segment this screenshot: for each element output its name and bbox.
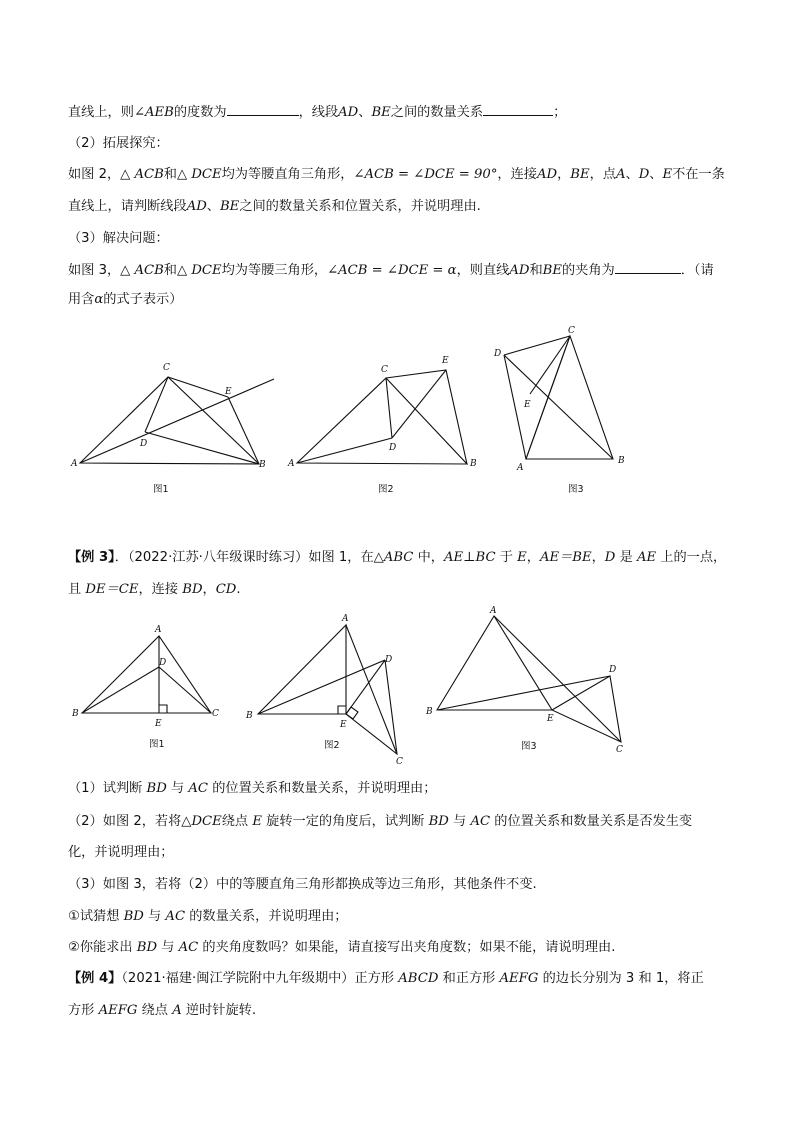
text: 和 xyxy=(163,263,177,278)
segment-ce xyxy=(530,336,570,394)
math: BE xyxy=(219,199,240,214)
text: 和 xyxy=(529,263,543,278)
math: AEFG xyxy=(98,1003,138,1018)
text: ， xyxy=(526,550,540,565)
triangle-dec xyxy=(346,660,397,754)
figure-caption: 图2 xyxy=(378,484,394,495)
figure-top-3 xyxy=(490,322,635,500)
text-line-17 xyxy=(68,1002,748,1020)
math: BE xyxy=(371,105,391,120)
text-line-6 xyxy=(68,261,748,280)
math: AC xyxy=(165,909,186,924)
text: ， xyxy=(591,550,605,565)
math: △ DCE xyxy=(176,263,222,278)
point-label-d: D xyxy=(159,658,167,668)
answer-blank[interactable] xyxy=(615,261,681,274)
text: 、 xyxy=(649,167,663,182)
text: 如图 2， xyxy=(68,167,121,182)
text: 的夹角度数吗？如果能，请直接写出夹角度数；如果不能，请说明理由. xyxy=(198,940,616,955)
point-label-b: B xyxy=(618,456,625,466)
figure-caption: 图3 xyxy=(568,484,584,495)
text: 的边长分别为 3 和 1，将正 xyxy=(538,971,704,986)
math: △ABC xyxy=(373,550,414,565)
text: ； xyxy=(553,105,567,120)
math: CD xyxy=(215,582,237,597)
text: 和 xyxy=(163,167,177,182)
math: ABCD xyxy=(398,971,439,986)
text-line-15 xyxy=(68,939,748,957)
triangle-acb xyxy=(297,378,467,464)
text: ， xyxy=(557,167,571,182)
point-label-b: B xyxy=(72,709,79,719)
text-line-16 xyxy=(68,970,748,988)
point-label-d: D xyxy=(494,349,502,359)
math: A xyxy=(172,1003,182,1018)
text: 且 xyxy=(68,582,86,597)
math: AE＝BE xyxy=(539,550,592,565)
text: ， xyxy=(202,582,216,597)
point-label-c: C xyxy=(616,745,623,755)
point-label-a: A xyxy=(155,625,162,635)
segment-ac xyxy=(494,616,621,742)
text-line-10 xyxy=(68,780,748,798)
text-line-7 xyxy=(68,291,748,309)
point-label-d: D xyxy=(140,439,148,449)
text-line-1 xyxy=(68,103,748,122)
text-line-9 xyxy=(68,581,748,599)
point-label-c: C xyxy=(163,363,170,373)
text: 绕点 xyxy=(221,814,253,829)
text: ．（请 xyxy=(680,263,714,278)
text: 方形 xyxy=(68,1003,99,1018)
text: 直线上，请判断线段 xyxy=(68,199,187,214)
math: AD xyxy=(536,167,558,182)
point-label-e: E xyxy=(225,387,232,397)
text: 之间的数量关系 xyxy=(390,105,484,120)
point-label-c: C xyxy=(568,326,575,336)
figure-top-1 xyxy=(66,350,281,500)
text: （1）试判断 xyxy=(68,781,147,796)
text: 与 xyxy=(157,940,179,955)
point-label-e: E xyxy=(340,720,347,730)
point-label-a: A xyxy=(517,463,524,473)
text: ①试猜想 xyxy=(68,909,124,924)
figure-caption: 图1 xyxy=(153,484,169,495)
point-label-e: E xyxy=(442,356,449,366)
text: 的度数为 xyxy=(173,105,227,120)
text: ．（2022·江苏·八年级课时练习）如图 1，在 xyxy=(114,550,374,565)
text: 之间的数量关系和位置关系，并说明理由. xyxy=(239,199,481,214)
figure-top-2 xyxy=(284,350,484,500)
math: E xyxy=(662,167,673,182)
math: △DCE xyxy=(181,814,222,829)
math: BD xyxy=(182,582,203,597)
point-label-b: B xyxy=(259,460,266,470)
segment-cd xyxy=(145,377,168,432)
math: BE xyxy=(542,263,562,278)
text: 于 xyxy=(495,550,518,565)
text: 不在一条 xyxy=(672,167,725,182)
segment-ad xyxy=(297,438,392,463)
math: △ DCE xyxy=(176,167,222,182)
right-angle-mark-rotated xyxy=(346,707,358,719)
text: 中， xyxy=(413,550,444,565)
text: 逆时针旋转. xyxy=(181,1003,257,1018)
text: 均为等腰三角形， xyxy=(221,263,328,278)
text: 的夹角为 xyxy=(561,263,615,278)
math: E xyxy=(252,814,262,829)
text-line-14 xyxy=(68,908,748,926)
math: AEFG xyxy=(499,971,539,986)
text: （2021·福建·闽江学院附中九年级期中）正方形 xyxy=(121,971,399,986)
text-line-2: （2）拓展探究： xyxy=(68,136,169,151)
text: 、 xyxy=(358,105,372,120)
text-line-13: （3）如图 3，若将（2）中的等腰直角三角形都换成等边三角形，其他条件不变. xyxy=(68,877,537,892)
point-label-d: D xyxy=(389,443,397,453)
point-label-c: C xyxy=(381,365,388,375)
segment-de xyxy=(392,370,446,438)
segment-da xyxy=(504,355,526,459)
math: AC xyxy=(178,940,199,955)
text: ，点 xyxy=(589,167,616,182)
text: ，连接 xyxy=(497,167,537,182)
math: BD xyxy=(146,781,167,796)
math: AC xyxy=(470,814,491,829)
text: 旋转一定的角度后，试判断 xyxy=(261,814,429,829)
example-tag: 【例 4】 xyxy=(68,971,122,986)
math: AE xyxy=(636,550,657,565)
math: AE⊥BC xyxy=(443,550,496,565)
figure-bottom-1 xyxy=(66,616,231,756)
text-line-11 xyxy=(68,813,748,831)
text: 是 xyxy=(615,550,637,565)
segment-db xyxy=(504,355,613,459)
text-line-5: （3）解决问题： xyxy=(68,231,169,246)
text: （2）如图 2，若将 xyxy=(68,814,182,829)
point-label-b: B xyxy=(246,711,253,721)
point-label-a: A xyxy=(490,606,497,616)
math: △ ACB xyxy=(120,167,164,182)
text: 与 xyxy=(448,814,471,829)
point-label-d: D xyxy=(609,665,617,675)
math: AD xyxy=(186,199,207,214)
triangle-abe xyxy=(258,625,346,714)
math: AD xyxy=(509,263,530,278)
text-line-12: 化，并说明理由； xyxy=(68,845,174,860)
math: ∠ACB = ∠DCE = α xyxy=(327,263,457,278)
text-line-4 xyxy=(68,198,748,216)
math: ∠ACB = ∠DCE = 90° xyxy=(353,167,498,182)
segment-ac xyxy=(526,336,570,459)
segment-ce xyxy=(168,377,228,397)
triangle-abe xyxy=(437,616,552,710)
text: 用含 xyxy=(68,292,95,307)
point-label-d: D xyxy=(385,655,393,665)
text: 的式子表示） xyxy=(103,292,183,307)
right-angle-mark xyxy=(159,705,167,713)
text: 上的一点， xyxy=(656,550,727,565)
figure-caption: 图1 xyxy=(149,739,165,750)
point-label-b: B xyxy=(470,459,477,469)
text-line-3 xyxy=(68,166,748,184)
math: α xyxy=(94,292,104,307)
figure-caption: 图2 xyxy=(324,740,340,751)
math: BD xyxy=(136,940,158,955)
text: 绕点 xyxy=(137,1003,173,1018)
answer-blank[interactable] xyxy=(483,103,553,116)
text: ，连接 xyxy=(138,582,183,597)
text: 、 xyxy=(625,167,639,182)
right-angle-mark xyxy=(338,706,346,714)
text: 和正方形 xyxy=(438,971,500,986)
text: 的位置关系和数量关系是否发生变 xyxy=(490,814,693,829)
figure-bottom-2 xyxy=(238,604,418,769)
point-label-c: C xyxy=(212,709,219,719)
math: E xyxy=(517,550,527,565)
math: D xyxy=(604,550,616,565)
text-line-8 xyxy=(68,549,748,567)
math: AC xyxy=(188,781,208,796)
text: 与 xyxy=(166,781,189,796)
text: ②你能求出 xyxy=(68,940,137,955)
math: BD xyxy=(428,814,449,829)
point-label-a: A xyxy=(342,614,349,624)
math: △ ACB xyxy=(120,263,164,278)
math: D xyxy=(638,167,650,182)
text: ，线段 xyxy=(298,105,339,120)
text: 的位置关系和数量关系，并说明理由； xyxy=(208,781,437,796)
point-label-b: B xyxy=(426,707,433,717)
text: 直线上，则 xyxy=(68,105,134,120)
math: BD xyxy=(123,909,144,924)
figure-bottom-3 xyxy=(420,600,640,770)
text: 的数量关系，并说明理由； xyxy=(185,909,348,924)
point-label-a: A xyxy=(288,459,295,469)
segment-cd xyxy=(386,378,392,438)
math: BE xyxy=(570,167,590,182)
segment-dc xyxy=(504,336,570,355)
math: AD xyxy=(338,105,359,120)
text: . xyxy=(236,582,241,597)
figure-caption: 图3 xyxy=(521,741,537,752)
answer-blank[interactable] xyxy=(227,103,299,116)
triangle-acb xyxy=(526,336,613,459)
point-label-e: E xyxy=(547,714,554,724)
point-label-e: E xyxy=(155,719,162,729)
text: ，则直线 xyxy=(456,263,510,278)
point-label-a: A xyxy=(71,459,78,469)
text: 如图 3， xyxy=(68,263,121,278)
math: A xyxy=(615,167,626,182)
text: 与 xyxy=(143,909,166,924)
point-label-e: E xyxy=(524,400,531,410)
math: ∠AEB xyxy=(133,105,174,120)
math: DE＝CE xyxy=(85,582,139,597)
text: 、 xyxy=(206,199,220,214)
text: 均为等腰直角三角形， xyxy=(221,167,354,182)
segment-eb xyxy=(228,397,259,464)
point-label-c: C xyxy=(396,757,403,767)
segment-c-e-b xyxy=(386,370,467,464)
example-tag: 【例 3】 xyxy=(68,550,115,565)
